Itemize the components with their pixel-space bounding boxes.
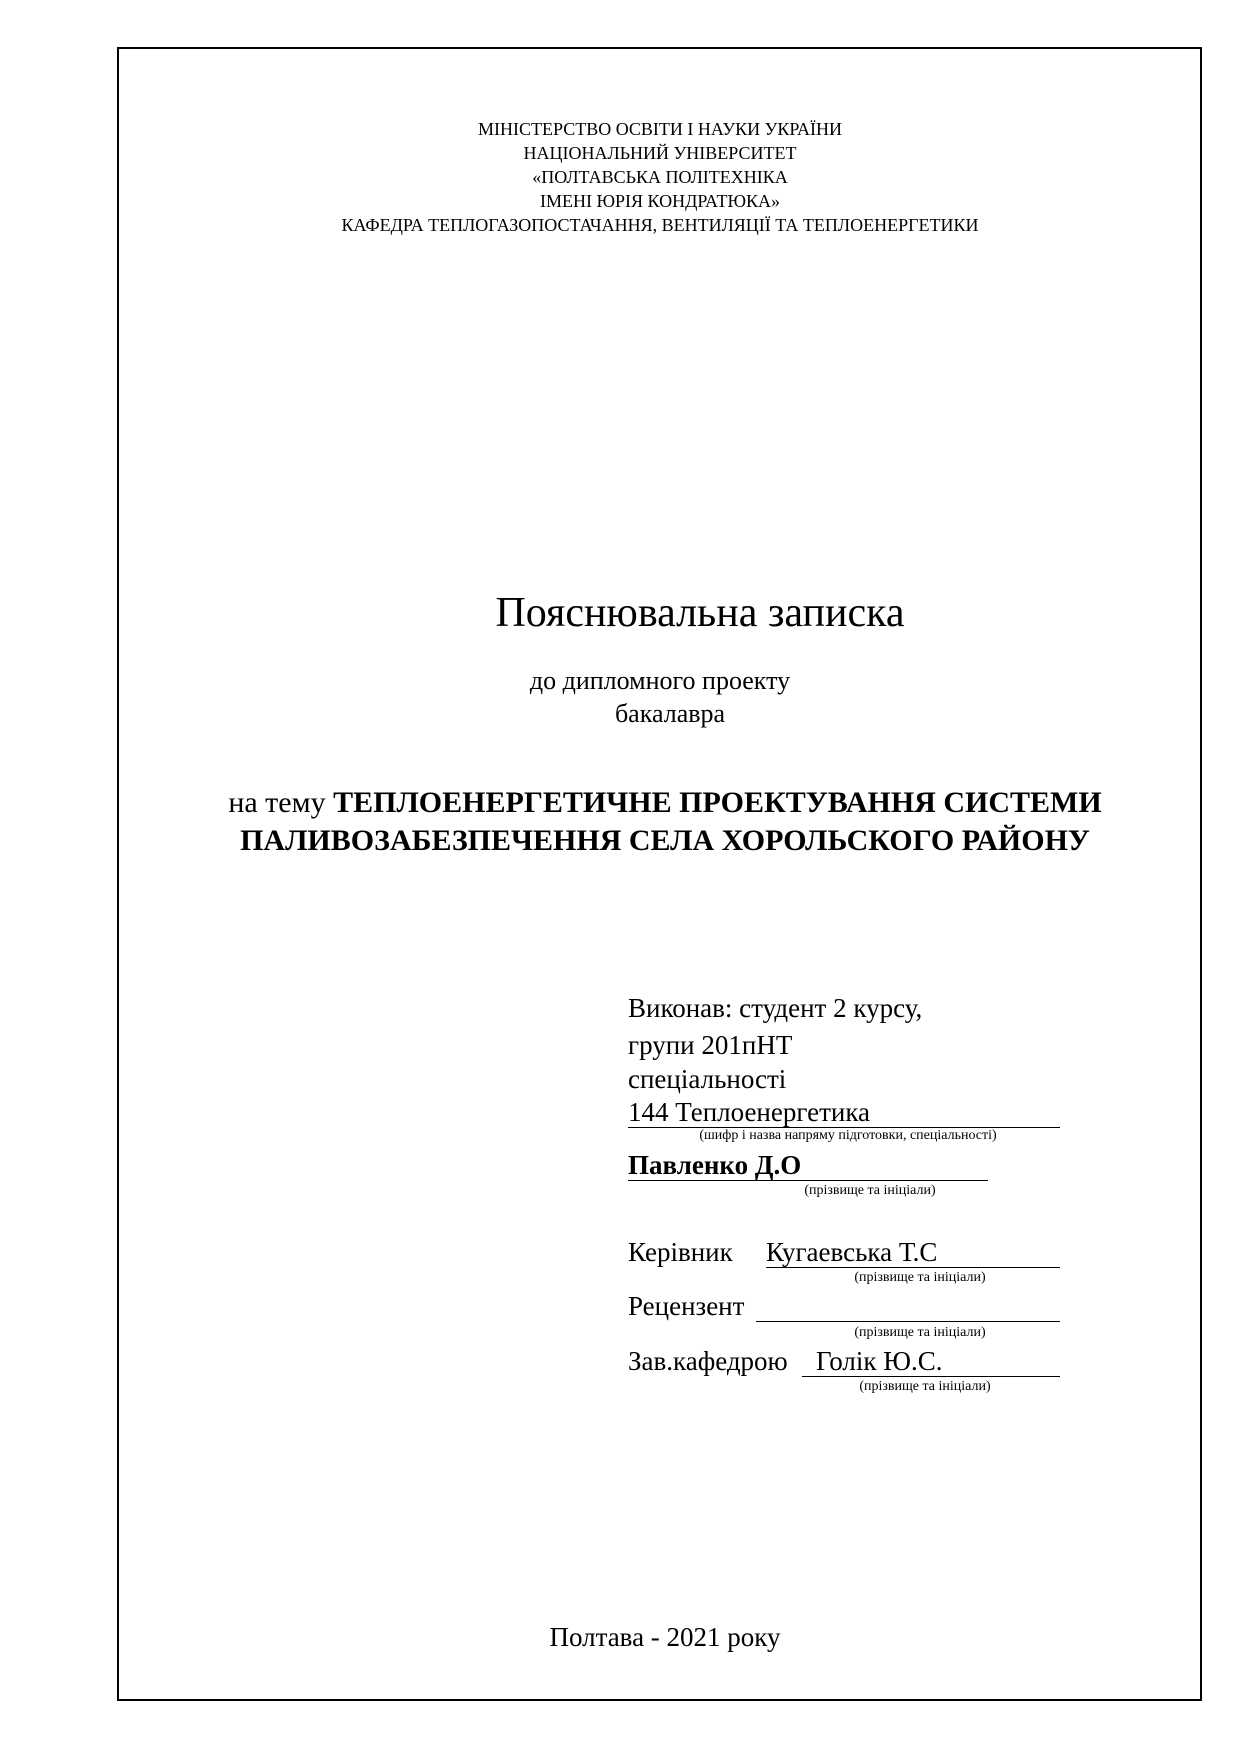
specialty-caption: (шифр і назва напряму підготовки, спеціальності) <box>699 1128 997 1143</box>
institution-header <box>120 117 1200 237</box>
supervisor-underline <box>766 1234 1060 1268</box>
place-and-year: Полтава - 2021 року <box>549 1622 781 1652</box>
department-name: КАФЕДРА ТЕПЛОГАЗОПОСТАЧАННЯ, ВЕНТИЛЯЦІЇ ТА ТЕПЛОЕНЕРГЕТИКИ <box>341 215 979 235</box>
topic-line2 <box>120 822 1210 860</box>
student-name-underline <box>628 1147 988 1181</box>
document-subtitle-line2: бакалавра <box>614 699 726 728</box>
document-title: Пояснювальна записка <box>495 590 905 636</box>
head-of-department-underline <box>802 1343 1060 1377</box>
topic-title-part2: ПАЛИВОЗАБЕЗПЕЧЕННЯ СЕЛА ХОРОЛЬСКОГО РАЙОНУ <box>240 824 1090 857</box>
topic-title-part1: ТЕПЛОЕНЕРГЕТИЧНЕ ПРОЕКТУВАННЯ СИСТЕМИ <box>333 786 1102 819</box>
head-of-department-caption: (прізвище та ініціали) <box>859 1379 991 1394</box>
university-name-line1: НАЦІОНАЛЬНИЙ УНІВЕРСИТЕТ <box>523 143 797 163</box>
supervisor-label: Керівник <box>628 1237 733 1267</box>
reviewer-label: Рецензент <box>628 1291 745 1321</box>
head-of-department-name: Голік Ю.С. <box>816 1346 943 1376</box>
specialty-underline <box>628 1094 1060 1128</box>
supervisor-name: Кугаевська Т.С <box>766 1237 938 1267</box>
topic-prefix: на тему <box>228 786 334 819</box>
specialty-value: 144 Теплоенергетика <box>628 1097 871 1127</box>
topic-line1 <box>120 784 1210 822</box>
student-name: Павленко Д.О <box>628 1150 802 1180</box>
ministry-name: МІНІСТЕРСТВО ОСВІТИ І НАУКИ УКРАЇНИ <box>477 119 843 139</box>
document-subtitle-line1: до дипломного проекту <box>529 666 791 695</box>
specialty-label: спеціальності <box>628 1064 787 1094</box>
student-course: Виконав: студент 2 курсу, <box>628 993 923 1023</box>
page-border <box>117 47 1202 1701</box>
reviewer-underline <box>756 1288 1060 1322</box>
student-group: групи 201пНТ <box>628 1030 793 1060</box>
thesis-topic <box>120 784 1210 860</box>
student-name-caption: (прізвище та ініціали) <box>804 1183 936 1198</box>
university-name-line2: «ПОЛТАВСЬКА ПОЛІТЕХНІКА <box>532 167 788 187</box>
university-name-line3: ІМЕНІ ЮРІЯ КОНДРАТЮКА» <box>540 191 780 211</box>
reviewer-caption: (прізвище та ініціали) <box>854 1325 986 1340</box>
head-of-department-label: Зав.кафедрою <box>628 1346 788 1376</box>
supervisor-caption: (прізвище та ініціали) <box>854 1270 986 1285</box>
